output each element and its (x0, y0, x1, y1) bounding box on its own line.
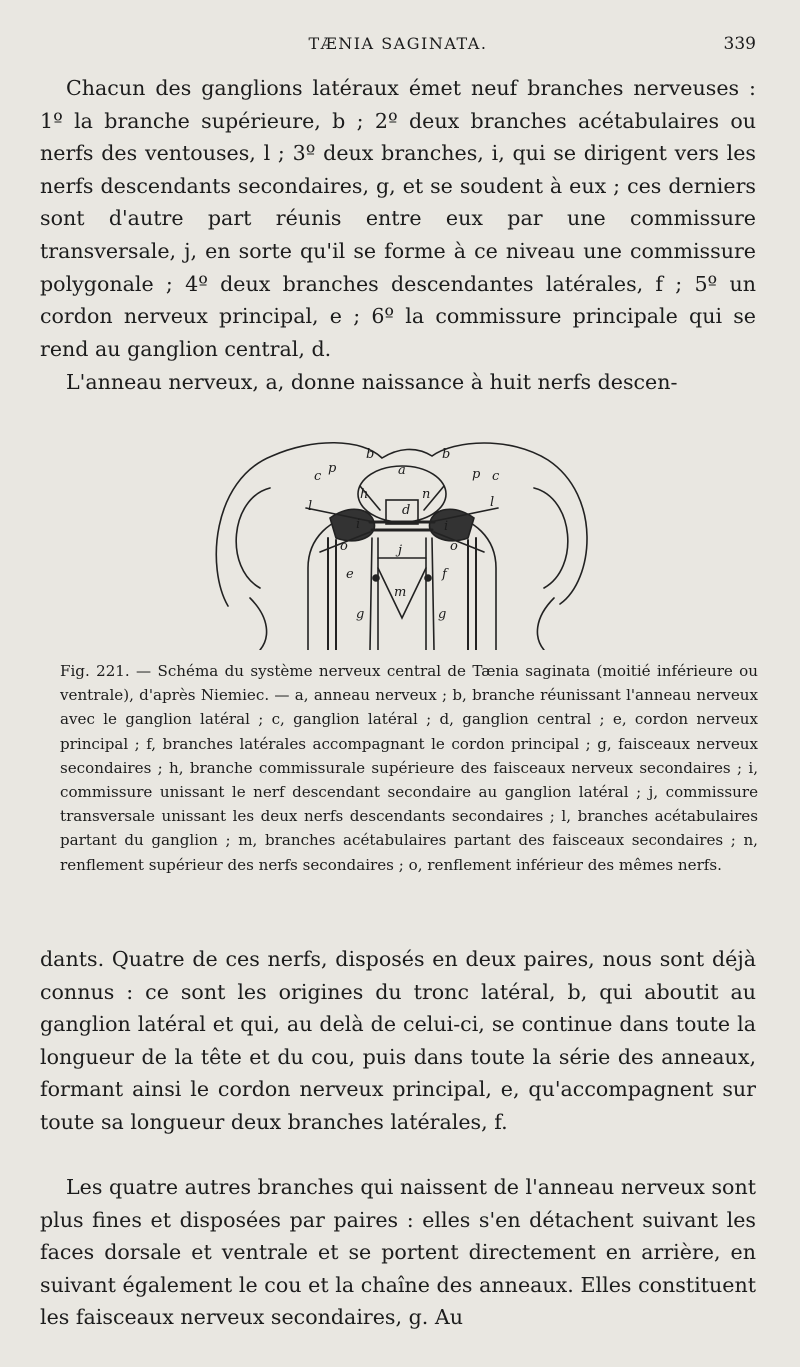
figure-caption (60, 659, 758, 877)
main-cord-left (328, 538, 336, 650)
figure-label: g (356, 607, 365, 622)
figure-label: m (394, 585, 407, 600)
figure-label: n (422, 487, 431, 502)
figure-label: l (490, 495, 495, 510)
caption-text: Schéma du système nerveux central de Tænia saginata (moitié inférieure ou ventrale), d'après Niemiec. — a, anneau nerveux ; b, branche réunissant l'anneau nerveux avec le ganglion latéral ; c, ganglion latéral ; d, ganglion central ; e, cordon nerveux principal ; f, branches latérales accompagnant le cordon principal ; g, faisceaux nerveux secondaires ; h, branche commissurale supérieure des faisceaux nerveux secondaires ; i, commissure unissant le nerf descendant secondaire au ganglion latéral ; j, commissure transversale unissant les deux nerfs descendants secondaires ; l, branches acétabulaires partant du ganglion ; m, branches acétabulaires partant des faisceaux secondaires ; n, renflement supérieur des nerfs secondaires ; o, renflement inférieur des mêmes nerfs. (60, 662, 758, 874)
caption-label: Fig. 221. — (60, 662, 152, 680)
figure-221 (210, 418, 594, 650)
left-sucker (236, 488, 270, 588)
figure-label: l (308, 499, 313, 514)
figure-label: d (402, 503, 411, 518)
figure-label: o (340, 539, 348, 554)
running-head (40, 34, 756, 62)
paragraph-ganglions: Chacun des ganglions latéraux émet neuf branches nerveuses : 1º la branche supérieure, b ; 2º deux branches acétabulaires ou nerfs des ventouses, l ; 3º deux branches, i, qui se dirigent vers les nerfs descendants secondaires, g, et se soudent à eux ; ces derniers sont d'autre part réunis entre eux par une commissure transversale, j, en sorte qu'il se forme à ce niveau une commissure polygonale ; 4º deux branches descendantes latérales, f ; 5º un cordon nerveux principal, e ; 6º la commissure principale qui se rend au ganglion central, d. (40, 76, 756, 361)
figure-label: c (492, 469, 500, 484)
figure-label: c (314, 469, 322, 484)
left-lower-sucker (250, 598, 267, 650)
figure-label: g (438, 607, 447, 622)
figure-label: i (444, 519, 449, 534)
figure-label: b (442, 447, 451, 462)
figure-label: a (398, 463, 406, 478)
secondary-left (370, 538, 378, 650)
secondary-right (426, 538, 434, 650)
paragraph-dants: dants. Quatre de ces nerfs, disposés en deux paires, nous sont déjà connus : ce sont les origines du tronc latéral, b, qui aboutit au ganglion latéral et qui, au delà de celui-ci, se continue dans toute la longueur de la tête et du cou, puis dans toute la série des anneaux, formant ainsi le cordon nerveux principal, e, qu'accompagnent sur toute sa longueur deux branches latérales, f. (40, 947, 756, 1134)
figure-label: p (472, 467, 481, 482)
right-sucker (534, 488, 568, 588)
paragraph-anneau: L'anneau nerveux, a, donne naissance à huit nerfs descen- (66, 370, 678, 394)
figure-label: e (346, 567, 354, 582)
right-lower-sucker (537, 598, 554, 650)
figure-label: j (398, 543, 403, 558)
figure-label: p (328, 461, 337, 476)
running-title: TÆNIA SAGINATA. (308, 34, 488, 53)
paragraph-quatre-autres: Les quatre autres branches qui naissent de l'anneau nerveux sont plus fines et disposées par paires : elles s'en détachent suivant les faces dorsale et ventrale et se portent directement en arrière, en suivant également le cou et la chaîne des anneaux. Elles constituent les faisceaux nerveux secondaires, g. Au (40, 1175, 756, 1330)
main-cord-right (468, 538, 476, 650)
page-number: 339 (723, 34, 756, 54)
figure-label: h (360, 487, 369, 502)
nervous-system-diagram (210, 418, 594, 650)
figure-label: o (450, 539, 458, 554)
figure-label: f (442, 567, 447, 582)
figure-label: i (356, 517, 361, 532)
figure-label: b (366, 447, 375, 462)
